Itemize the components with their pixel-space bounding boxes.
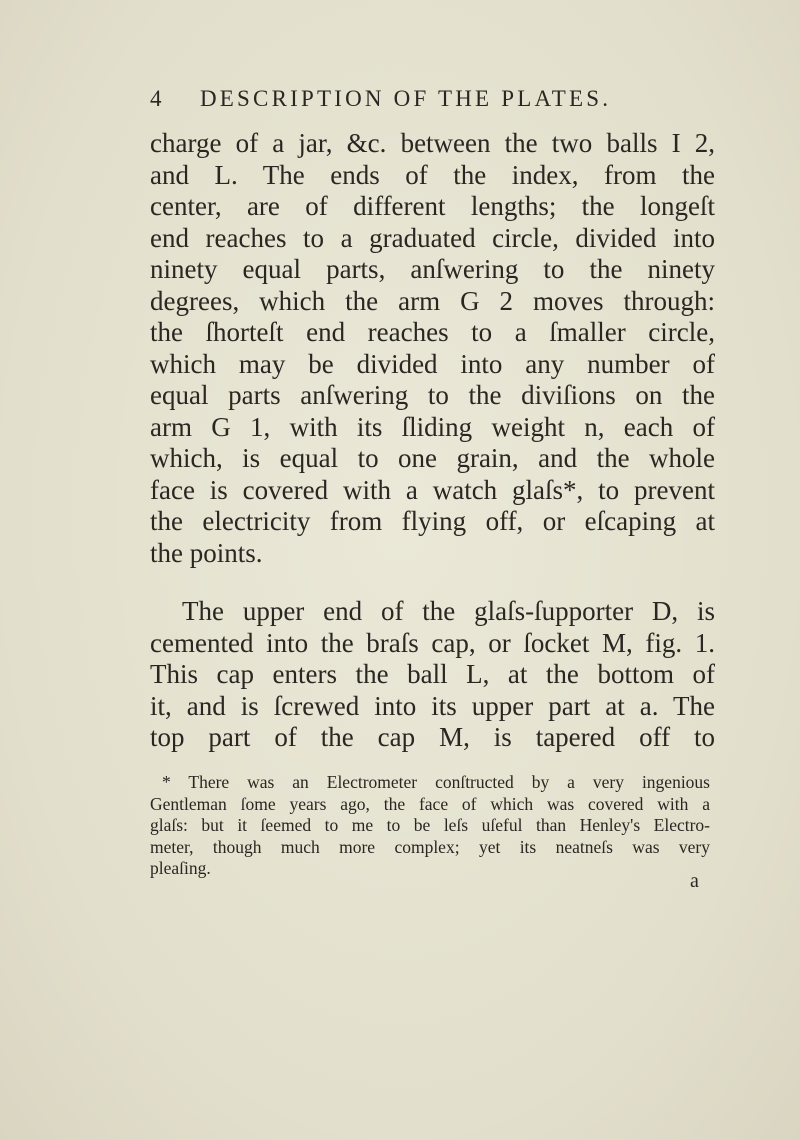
text-line: the ſhorteſt end reaches to a ſmaller circle, — [150, 317, 715, 347]
text-line: end reaches to a graduated circle, divided into — [150, 222, 715, 253]
paragraph-gap — [150, 569, 715, 596]
text-line: center, are of different lengths; the longeſt — [150, 191, 715, 221]
text-line: This cap enters the ball L, at the bottom of — [150, 659, 715, 689]
text-line: which may be divided into any number of — [150, 348, 715, 379]
footnote-line: * There was an Electrometer conſtructed by a very ingenious — [162, 772, 710, 792]
running-head: DESCRIPTION OF THE PLATES. — [200, 86, 612, 111]
text-line: and L. The ends of the index, from the — [150, 159, 715, 190]
text-line: which, is equal to one grain, and the whole — [150, 443, 715, 473]
footnote-line: glaſs: but it ſeemed to me to be leſs uſeful than Henley's Electro- — [150, 815, 710, 835]
footnote-line: pleaſing. — [150, 858, 211, 878]
paragraph-2 — [150, 596, 715, 754]
page-header — [150, 86, 710, 116]
text-line: equal parts anſwering to the diviſions on the — [150, 380, 715, 410]
text-line: it, and is ſcrewed into its upper part at a. The — [150, 690, 715, 721]
text-line: face is covered with a watch glaſs*, to prevent — [150, 474, 715, 505]
footnote-line: Gentleman ſome years ago, the face of which was covered with a — [150, 793, 710, 814]
text-line: the electricity from flying off, or eſcaping at — [150, 506, 715, 536]
text-line: ninety equal parts, anſwering to the ninety — [150, 254, 715, 284]
text-line: The upper end of the glaſs-ſupporter D, is — [182, 596, 715, 626]
text-line: top part of the cap M, is tapered off to — [150, 722, 715, 752]
page-number: 4 — [150, 86, 165, 111]
footnote-line: meter, though much more complex; yet its neatneſs was very — [150, 836, 710, 857]
text-line: arm G 1, with its ſliding weight n, each of — [150, 411, 715, 442]
text-line: cemented into the braſs cap, or ſocket M, fig. 1. — [150, 627, 715, 658]
body-text — [150, 128, 715, 754]
text-line: charge of a jar, &c. between the two balls I 2, — [150, 128, 715, 158]
paragraph-1 — [150, 128, 715, 569]
footnote — [150, 772, 710, 880]
signature-mark: a — [690, 870, 699, 892]
text-line: the points. — [150, 537, 263, 568]
text-line: degrees, which the arm G 2 moves through: — [150, 285, 715, 316]
